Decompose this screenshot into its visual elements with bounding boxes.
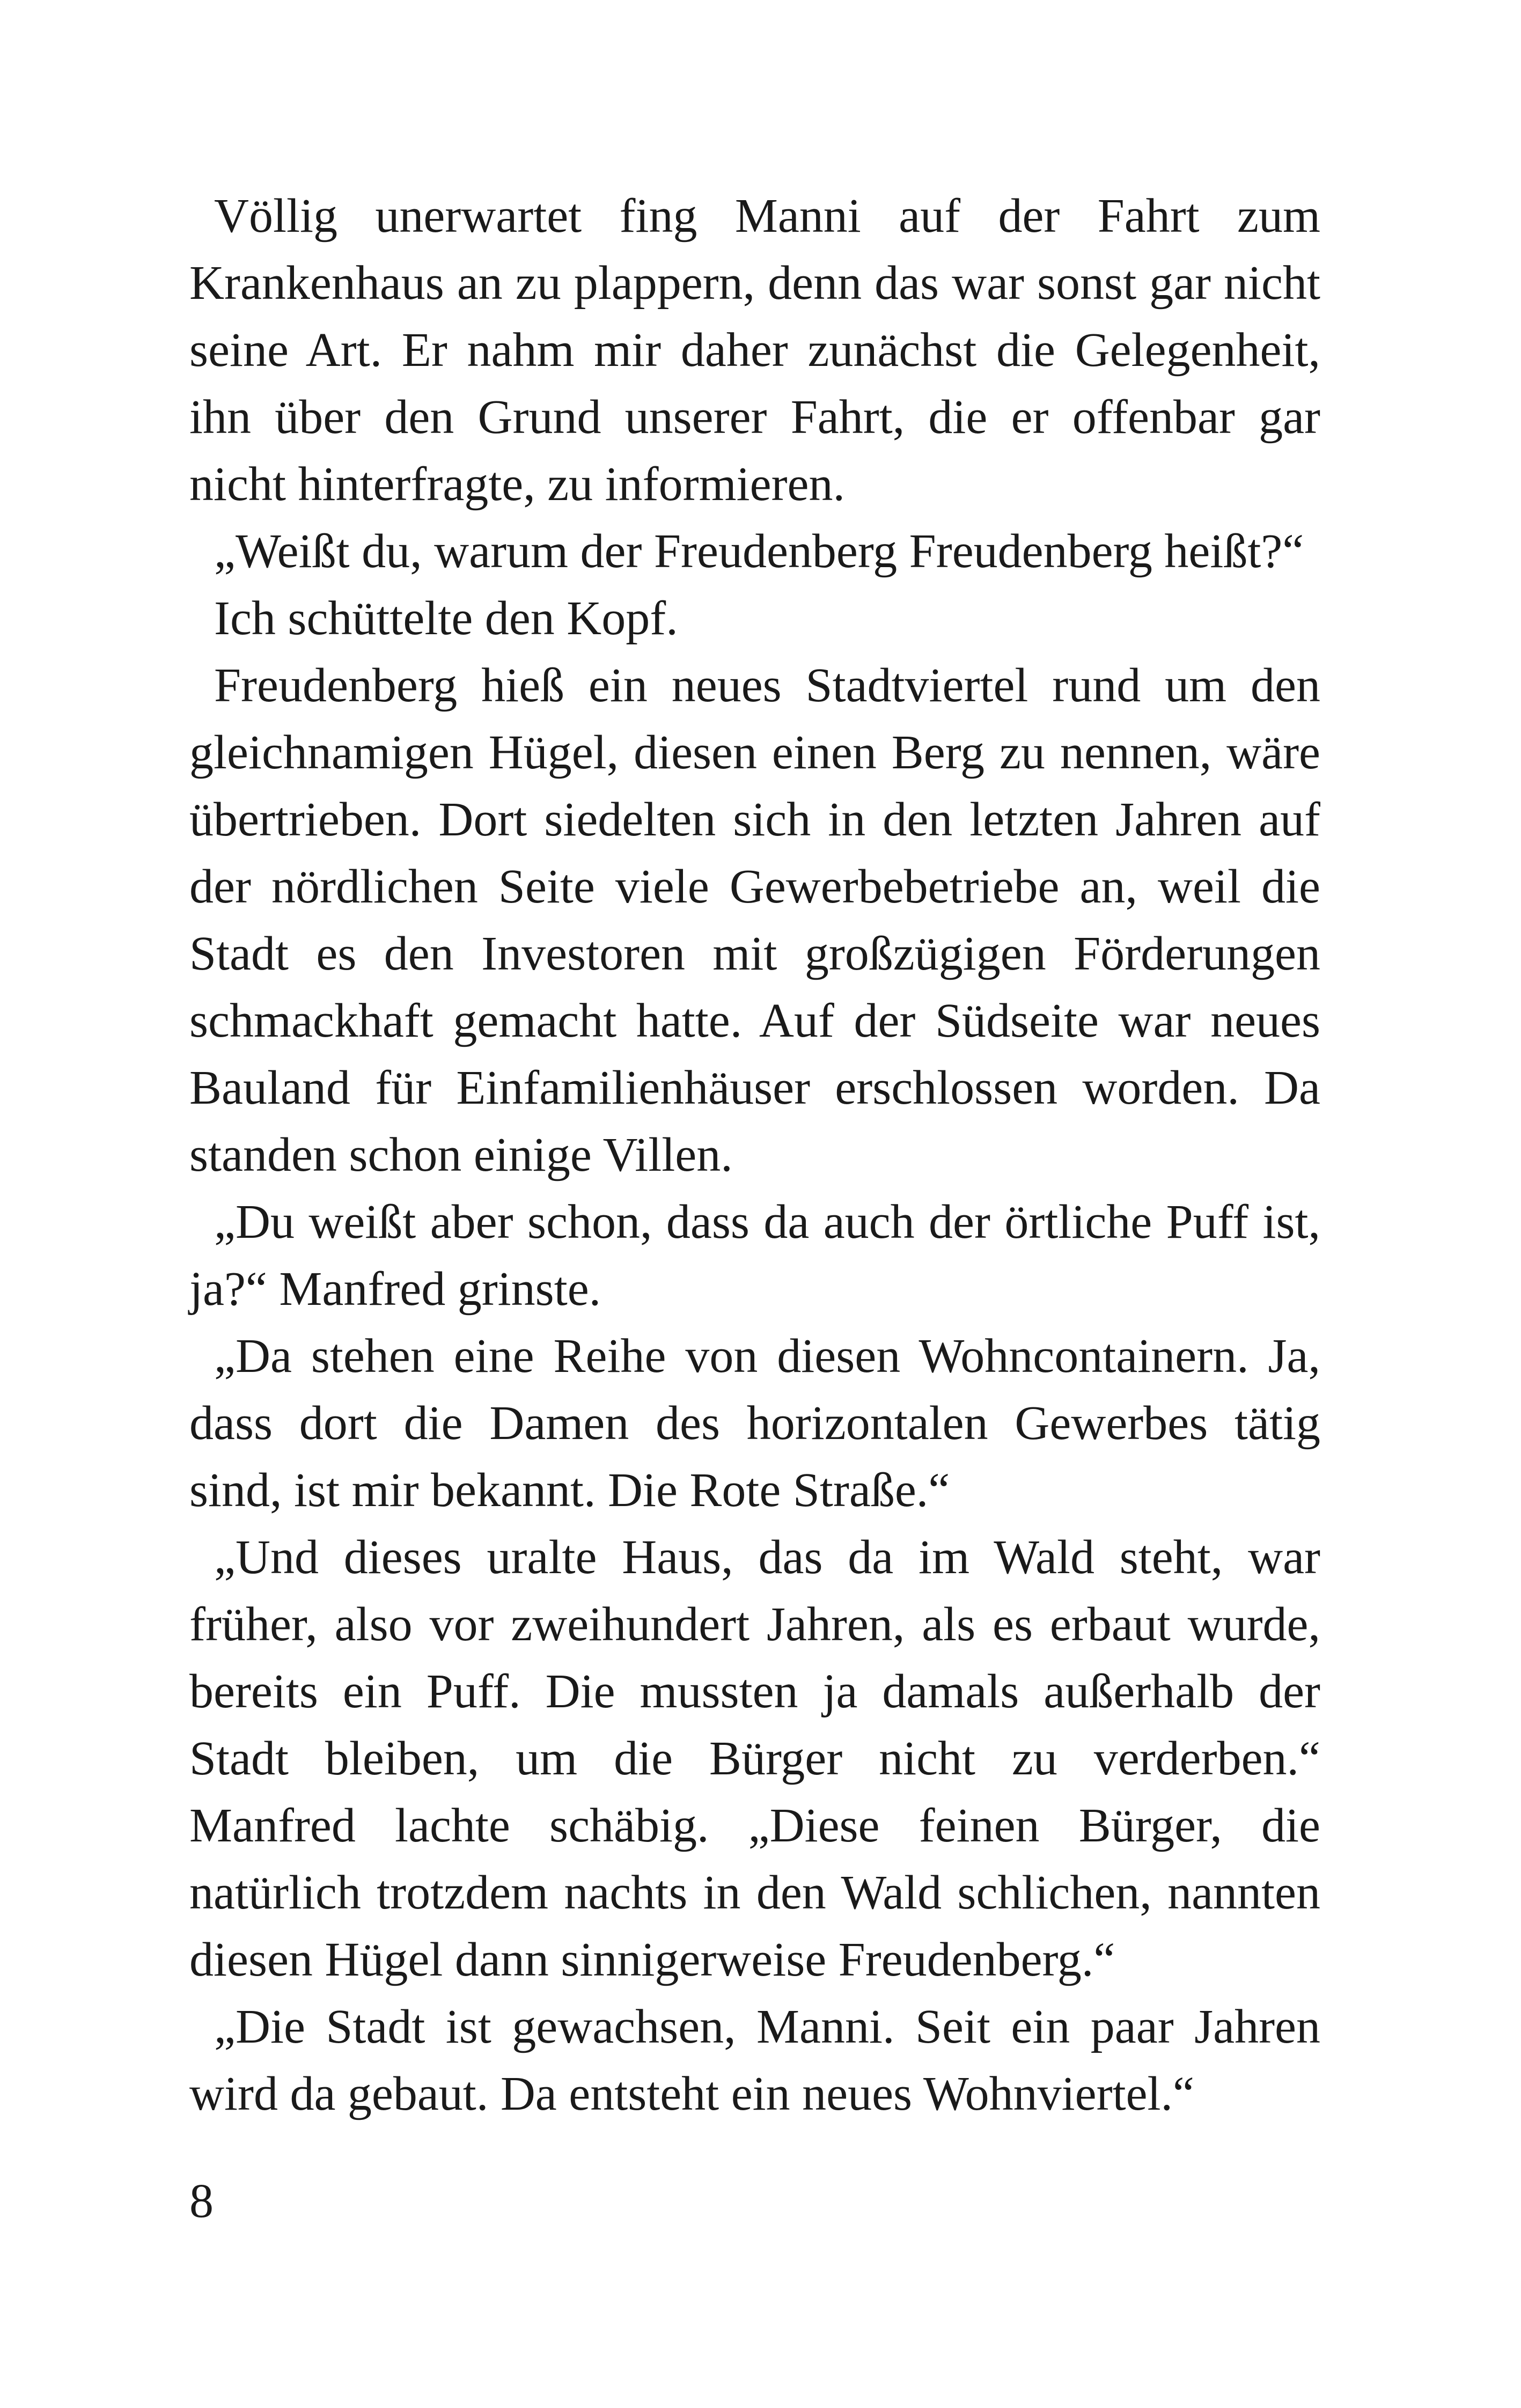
paragraph: „Und dieses uralte Haus, das da im Wald steht, war früher, also vor zweihundert Jahren, als es erbaut wurde, bereits ein Puff. Die mussten ja damals außerhalb der Stadt bleiben, um die Bürger nicht zu verderben.“ Manfred lachte schäbig. „Diese feinen Bürger, die natürlich trotzdem nachts in den Wald schlichen, nannten diesen Hügel dann sinnigerweise Freudenberg.“ xyxy=(189,1531,1320,1986)
paragraph: „Da stehen eine Reihe von diesen Wohncontainern. Ja, dass dort die Damen des horizontalen Gewerbes tätig sind, ist mir bekannt. Die Rote Straße.“ xyxy=(189,1330,1320,1517)
paragraph: Freudenberg hieß ein neues Stadtviertel rund um den gleichnamigen Hügel, diesen einen Berg zu nennen, wäre übertrieben. Dort siedelten sich in den letzten Jahren auf der nördlichen Seite viele Gewerbebetriebe an, weil die Stadt es den Investoren mit großzügigen Förderungen schmackhaft gemacht hatte. Auf der Südseite war neues Bauland für Einfamilienhäuser erschlossen worden. Da standen schon einige Villen. xyxy=(189,659,1320,1181)
paragraph: Völlig unerwartet fing Manni auf der Fahrt zum Krankenhaus an zu plappern, denn das war sonst gar nicht seine Art. Er nahm mir daher zunächst die Gelegenheit, ihn über den Grund unserer Fahrt, die er offenbar gar nicht hinterfragte, zu informieren. xyxy=(189,189,1320,511)
body-text xyxy=(189,182,1320,2127)
paragraph: „Weißt du, warum der Freudenberg Freudenberg heißt?“ xyxy=(214,525,1304,578)
paragraph: „Die Stadt ist gewachsen, Manni. Seit ein paar Jahren wird da gebaut. Da entsteht ein neues Wohnviertel.“ xyxy=(189,2000,1320,2120)
page-number: 8 xyxy=(189,2175,214,2228)
paragraph: Ich schüttelte den Kopf. xyxy=(214,592,678,645)
paragraph: „Du weißt aber schon, dass da auch der örtliche Puff ist, ja?“ Manfred grinste. xyxy=(189,1195,1320,1316)
